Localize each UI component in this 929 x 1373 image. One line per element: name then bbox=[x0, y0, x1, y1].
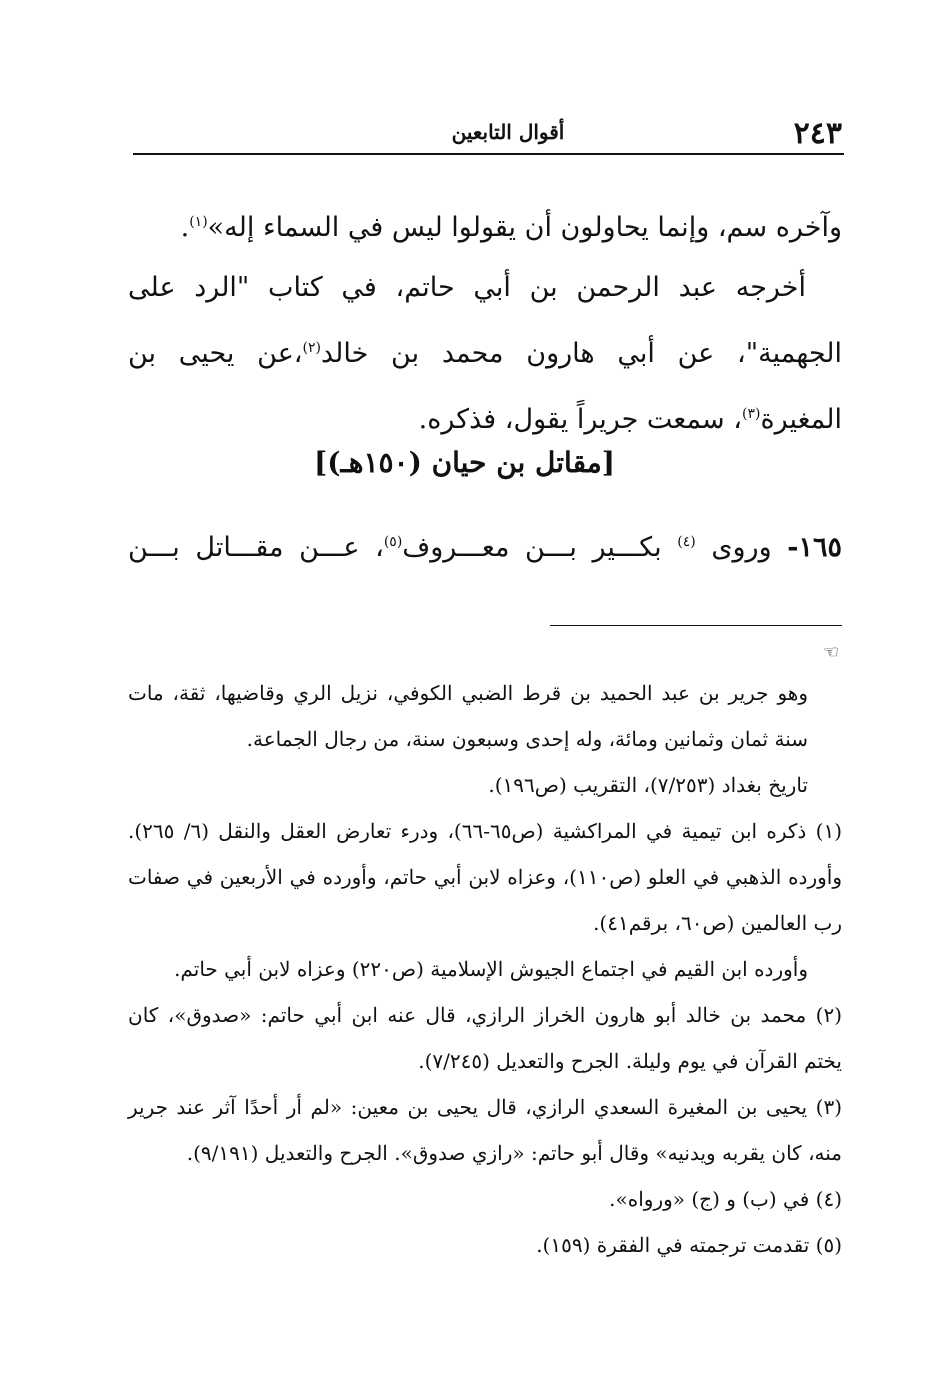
running-header bbox=[133, 116, 842, 152]
paragraph-1 bbox=[128, 192, 842, 258]
pointing-hand-icon: ☜ bbox=[822, 642, 839, 663]
footnote-3: (٣) يحيى بن المغيرة السعدي الرازي، قال يحيى بن معين: «لم أر أحدًا آثر عند جرير منه، كان يقربه ويدنيه» وقال أبو حاتم: «رازي صدوق». الجرح والتعديل (٩/١٩١). bbox=[128, 1095, 842, 1165]
paragraph-2-text-a: أخرجه عبد الرحمن بن أبي حاتم، في كتاب "الرد على الجهمية"، عن أبي هارون محمد بن خالد bbox=[128, 272, 842, 369]
footnote-ref-5: (٥) bbox=[383, 534, 403, 550]
footnote-ref-4: (٤) bbox=[677, 534, 696, 550]
paragraph-1-end: . bbox=[180, 212, 190, 243]
entry-165 bbox=[128, 522, 842, 568]
header-rule bbox=[133, 153, 844, 155]
footnote-4: (٤) في (ب) و (ج) «ورواه». bbox=[609, 1187, 842, 1211]
footnote-ref-1: (١) bbox=[189, 214, 208, 230]
entry-number: ١٦٥- bbox=[787, 532, 842, 563]
paragraph-1-text: وآخره سم، وإنما يحاولون أن يقولوا ليس في السماء إله» bbox=[207, 212, 842, 243]
entry-text-a: وروى bbox=[695, 532, 788, 563]
page-number: ٢٤٣ bbox=[793, 116, 842, 151]
footnote-1-extra: وأورده ابن القيم في اجتماع الجيوش الإسلامية (ص٢٢٠) وعزاه لابن أبي حاتم. bbox=[174, 957, 808, 981]
footnote-5: (٥) تقدمت ترجمته في الفقرة (١٥٩). bbox=[536, 1233, 842, 1257]
paragraph-2-text-c: ، سمعت جريراً يقول، فذكره. bbox=[418, 404, 742, 435]
paragraph-2-text-b: ،عن يحيى بن المغيرة bbox=[128, 338, 842, 435]
footnote-ref-3: (٣) bbox=[741, 406, 761, 422]
footnote-rule bbox=[550, 625, 842, 626]
main-text bbox=[128, 192, 842, 450]
footnotes bbox=[128, 670, 842, 1268]
entry-text-b: بكـــير بـــن معـــروف bbox=[402, 532, 678, 563]
footnote-continued-source: تاريخ بغداد (٧/٢٥٣)، التقريب (ص١٩٦). bbox=[488, 773, 808, 797]
footnote-1: (١) ذكره ابن تيمية في المراكشية (ص٦٥-٦٦)، ودرء تعارض العقل والنقل (٦/ ٢٦٥). وأورده الذهبي في العلو (ص١١٠)، وعزاه لابن أبي حاتم، وأورده في الأربعين في صفات رب العالمين (ص٦٠، برقم٤١). bbox=[128, 819, 842, 935]
running-title: أقوال التابعين bbox=[451, 120, 565, 144]
footnote-continued: وهو جرير بن عبد الحميد بن قرط الضبي الكوفي، نزيل الري وقاضيها، ثقة، مات سنة ثمان وثمانين ومائة، وله إحدى وسبعون سنة، من رجال الجماعة. bbox=[128, 681, 808, 751]
footnote-2: (٢) محمد بن خالد أبو هارون الخراز الرازي، قال عنه ابن أبي حاتم: «صدوق»، كان يختم القرآن في يوم وليلة. الجرح والتعديل (٧/٢٤٥). bbox=[128, 1003, 842, 1073]
section-heading: [مقاتل بن حيان (١٥٠هـ)] bbox=[314, 446, 615, 479]
paragraph-2 bbox=[128, 258, 842, 450]
footnote-ref-2: (٢) bbox=[302, 340, 321, 356]
entry-text-c: ، عـــن مقـــاتل بـــن bbox=[128, 532, 384, 563]
